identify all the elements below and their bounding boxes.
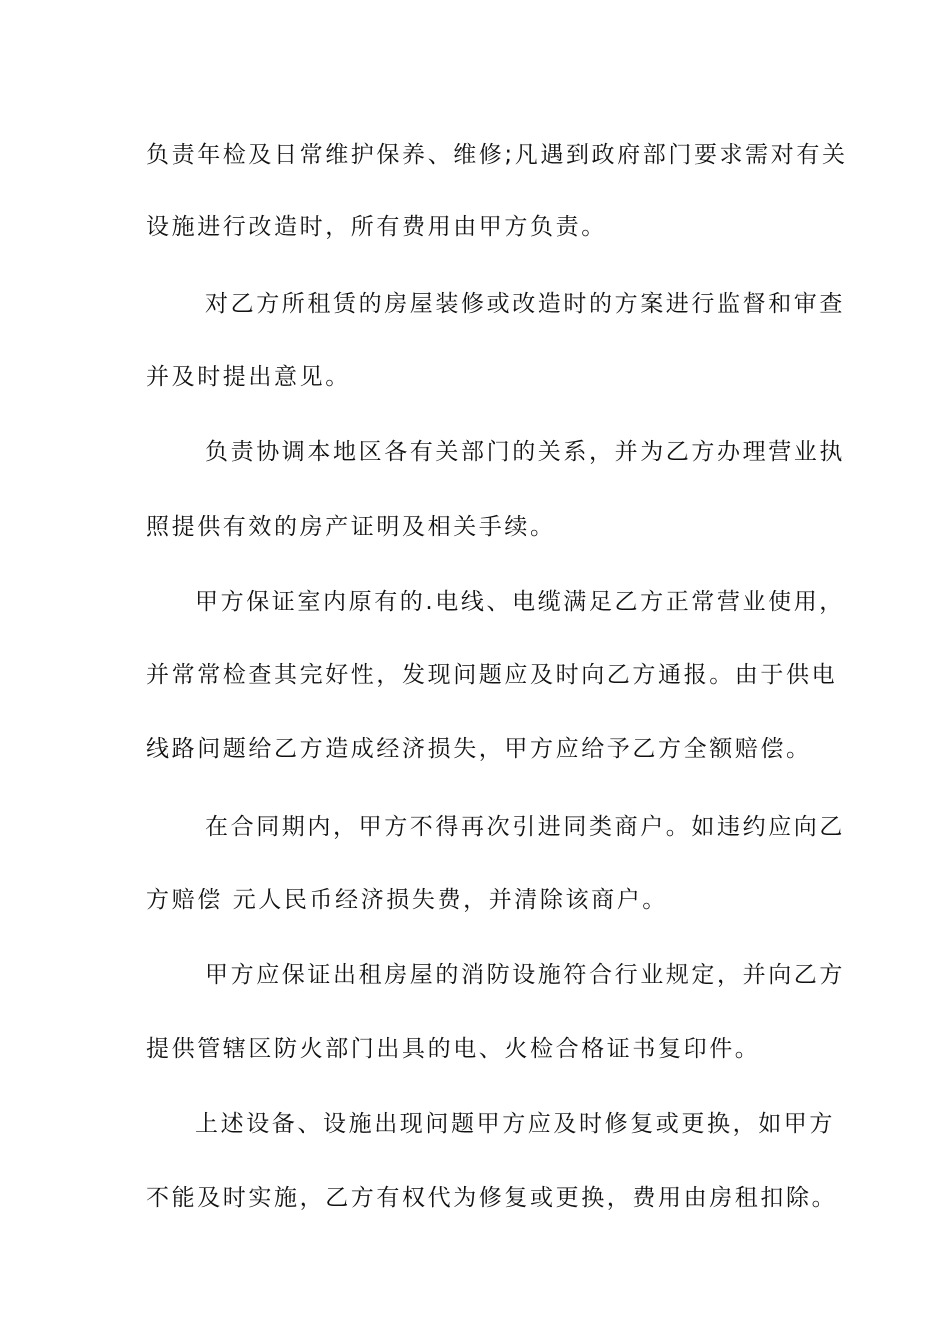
text-line: 并及时提出意见。: [146, 364, 351, 390]
text-line: 设施进行改造时，所有费用由甲方负责。: [146, 214, 607, 240]
text-line: 提供管辖区防火部门出具的电、火检合格证书复印件。: [146, 1036, 761, 1062]
text-line: 上述设备、设施出现问题甲方应及时修复或更换，如甲方: [195, 1111, 835, 1137]
text-line: 对乙方所租赁的房屋装修或改造时的方案进行监督和审查: [205, 291, 845, 317]
text-line: 方赔偿 元人民币经济损失费，并清除该商户。: [146, 887, 668, 913]
text-line: 甲方应保证出租房屋的消防设施符合行业规定，并向乙方: [205, 962, 845, 988]
text-line: 不能及时实施，乙方有权代为修复或更换，费用由房租扣除。: [146, 1185, 838, 1211]
text-line: 负责协调本地区各有关部门的关系，并为乙方办理营业执: [205, 439, 845, 465]
text-line: 负责年检及日常维护保养、维修;凡遇到政府部门要求需对有关: [146, 142, 848, 168]
text-line: 线路问题给乙方造成经济损失，甲方应给予乙方全额赔偿。: [146, 736, 812, 762]
text-line: 甲方保证室内原有的.电线、电缆满足乙方正常营业使用，: [195, 589, 845, 615]
text-line: 在合同期内，甲方不得再次引进同类商户。如违约应向乙: [205, 814, 845, 840]
text-line: 并常常检查其完好性，发现问题应及时向乙方通报。由于供电: [146, 662, 838, 688]
text-line: 照提供有效的房产证明及相关手续。: [146, 514, 556, 540]
